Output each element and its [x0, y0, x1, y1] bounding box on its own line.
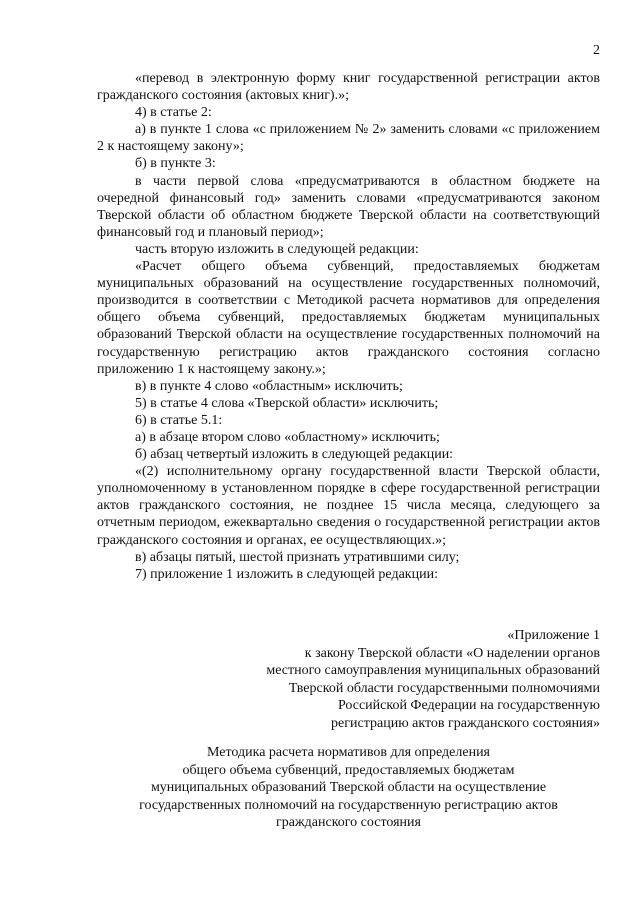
paragraph-part-two-intro: часть вторую изложить в следующей редакции:	[135, 241, 419, 257]
paragraph-article-2: 4) в статье 2:	[135, 105, 212, 121]
methodology-title-line: государственных полномочий на государственную регистрацию актов	[139, 797, 558, 813]
paragraph-translation-quote: «перевод в электронную форму книг государственной регистрации актов гражданского состояния (актовых книг).»;	[97, 71, 600, 104]
methodology-title-line: Методика расчета нормативов для определения	[207, 745, 490, 760]
appendix-line: Тверской области государственными полномочиями	[288, 680, 600, 696]
page-number: 2	[593, 43, 600, 58]
paragraph-abzac-5-6: в) абзацы пятый, шестой признать утратившими силу;	[135, 549, 460, 565]
methodology-title	[97, 744, 600, 832]
paragraph-article-4: 5) в статье 4 слова «Тверской области» исключить;	[135, 395, 439, 411]
appendix-line: регистрацию актов гражданского состояния»	[331, 715, 600, 731]
appendix-line: к закону Тверской области «О наделении органов	[304, 645, 600, 661]
paragraph-abzac-4-intro: б) абзац четвертый изложить в следующей редакции:	[135, 447, 454, 463]
paragraph-item-1-replace: а) в пункте 1 слова «с приложением № 2» заменить словами «с приложением 2 к настоящему закону»;	[97, 122, 600, 155]
paragraph-item-3: б) в пункте 3:	[135, 156, 216, 172]
paragraph-executive-body: «(2) исполнительному органу государственной власти Тверской области, уполномоченному в установленном порядке в сфере государственной регистрации актов гражданского состояния, не позднее 15 числа месяца, следующего за отчетным периодом, ежеквартально сведения о государственной регистрации актов гражданского состояния и органах, ее осуществляющих.»;	[97, 464, 600, 548]
paragraph-abzac-2: а) в абзаце втором слово «областному» исключить;	[135, 429, 440, 445]
paragraph-appendix-1: 7) приложение 1 изложить в следующей редакции:	[135, 566, 438, 582]
paragraph-part-one: в части первой слова «предусматриваются в областном бюджете на очередной финансовый год» заменить словами «предусматриваются законом Тверской области об областном бюджете Тверской области на соответствующий финансовый год и плановый период»;	[97, 173, 600, 240]
appendix-line: Российской Федерации на государственную	[337, 698, 600, 714]
methodology-title-line: общего объема субвенций, предоставляемых бюджетам	[182, 762, 515, 778]
paragraph-article-5-1: 6) в статье 5.1:	[135, 412, 223, 428]
document-body	[97, 70, 600, 583]
appendix-line: местного самоуправления муниципальных образований	[266, 663, 600, 679]
paragraph-subvention-calc: «Расчет общего объема субвенций, предоставляемых бюджетам муниципальных образований на осуществление государственных полномочий, производится в соответствии с Методикой расчета нормативов для определения общего объема субвенций, предоставляемых бюджетам муниципальных образований Тверской области на осуществление государственных полномочий на государственную регистрацию актов гражданского состояния согласно приложению 1 к настоящему закону.»;	[97, 259, 600, 377]
methodology-title-line: муниципальных образований Тверской области на осуществление	[150, 780, 547, 796]
appendix-reference	[220, 627, 600, 733]
paragraph-item-4: в) в пункте 4 слово «областным» исключить;	[135, 378, 403, 394]
appendix-heading: «Приложение 1	[507, 628, 600, 643]
methodology-title-line: гражданского состояния	[276, 815, 421, 831]
